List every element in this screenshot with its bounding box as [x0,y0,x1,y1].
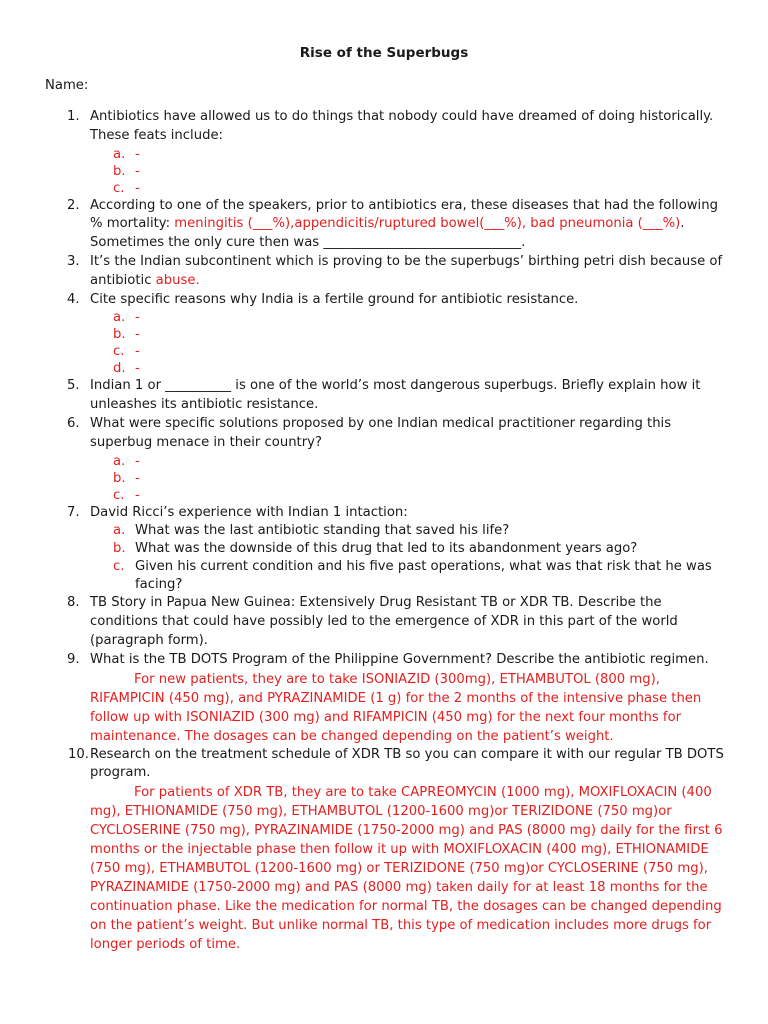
sub-item-text: - [135,344,140,360]
question-9 [0,651,768,670]
sub-item-text: - [135,180,140,196]
question-text: Cite specific reasons why India is a fertile ground for antibiotic resistance. [90,291,579,307]
question-number: 10. [68,746,89,762]
sub-question [0,540,768,558]
sub-item-letter: c. [113,344,125,360]
question-list [0,108,768,954]
question-7 [0,504,768,523]
sub-item-text: - [135,310,140,326]
question-8 [0,594,768,650]
sub-item-text: - [135,453,140,469]
sub-item-letter: a. [113,453,126,469]
question-5 [0,377,768,415]
question-text: David Ricci’s experience with Indian 1 intaction: [90,504,408,520]
sub-question-text: What was the downside of this drug that led to its abandonment years ago? [135,541,638,557]
question-number: 3. [67,253,80,269]
sub-question-text: Given his current condition and his five past operations, what was that risk that he was facing? [135,559,712,593]
sub-item-text: - [135,163,140,179]
question-number: 9. [67,651,80,667]
question-number: 5. [67,378,80,394]
question-text: According to one of the speakers, prior to antibiotics era, these diseases that had the following % mortality: [90,197,718,232]
question-text: Antibiotics have allowed us to do things that nobody could have dreamed of doing historically. These feats include: [90,109,714,143]
sub-item [0,309,768,326]
sub-item-letter: b. [113,327,126,343]
question-10 [0,746,768,784]
sub-item [0,163,768,180]
sub-question [0,522,768,540]
sub-item [0,360,768,377]
sub-item-letter: b. [113,163,126,179]
question-text-tail: . Sometimes the only cure then was ______________________________. [90,216,685,251]
sub-item-letter: a. [113,146,126,162]
sub-item [0,470,768,487]
document-title: Rise of the Superbugs [299,45,469,61]
answer-inline: abuse. [155,272,200,288]
sub-question-text: What was the last antibiotic standing that saved his life? [135,523,510,539]
question-number: 7. [67,504,80,520]
question-number: 6. [67,415,80,431]
question-number: 2. [67,197,80,213]
question-text: Indian 1 or __________ is one of the world’s most dangerous superbugs. Briefly explain how it unleashes its antibiotic resistance. [90,378,701,413]
sub-item-text: - [135,146,140,162]
sub-item-text: - [135,361,140,377]
sub-item-letter: c. [113,559,125,575]
sub-item-letter: a. [113,310,126,326]
sub-item [0,180,768,197]
sub-item-text: - [135,487,140,503]
sub-item [0,487,768,504]
question-text: TB Story in Papua New Guinea: Extensively Drug Resistant TB or XDR TB. Describe the conditions that could have possibly led to the emergence of XDR in this part of the world (paragraph form). [90,595,678,648]
sub-item-letter: a. [113,523,126,539]
sub-item [0,453,768,470]
sub-item [0,146,768,163]
answer-paragraph: For new patients, they are to take ISONIAZID (300mg), ETHAMBUTOL (800 mg), RIFAMPICIN (450 mg), and PYRAZINAMIDE (1 g) for the 2 months of the intensive phase then follow up with ISONIAZID (300 mg) and RIFAMPICIN (450 mg) for the next four months for maintenance. The dosages can be changed depending on the patient’s weight. [90,671,702,744]
question-number: 4. [67,291,80,307]
question-3 [0,253,768,291]
sub-item-text: - [135,327,140,343]
question-1 [0,108,768,146]
answer-paragraph: For patients of XDR TB, they are to take CAPREOMYCIN (1000 mg), MOXIFLOXACIN (400 mg), ETHIONAMIDE (750 mg), ETHAMBUTOL (1200-1600 mg)or TERIZIDONE (750 mg)or CYCLOSERINE (750 mg), PYRAZINAMIDE (1750-2000 mg) and PAS (8000 mg) daily for the first 6 months or the injectable phase then follow it up with MOXIFLOXACIN (400 mg), ETHIONAMIDE (750 mg), ETHAMBUTOL (1200-1600 mg) or TERIZIDONE (750 mg)or CYCLOSERINE (750 mg), PYRAZINAMIDE (1750-2000 mg) and PAS (8000 mg) taken daily for at least 18 months for the continuation phase. Like the medication for normal TB, the dosages can be changed depending on the patient’s weight. But unlike normal TB, this type of medication includes more drugs for longer periods of time. [90,785,723,953]
name-label: Name: [45,78,89,93]
sub-item [0,343,768,360]
question-text: Research on the treatment schedule of XDR TB so you can compare it with our regular TB DOTS program. [90,746,724,781]
answer-inline: meningitis (___%),appendicitis/ruptured bowel(___%), bad pneumonia (___%) [174,216,681,232]
question-text: It’s the Indian subcontinent which is proving to be the superbugs’ birthing petri dish because of antibiotic [90,253,723,288]
question-2 [0,197,768,253]
sub-item-letter: b. [113,470,126,486]
sub-item-text: - [135,470,140,486]
question-text: What is the TB DOTS Program of the Philippine Government? Describe the antibiotic regimen. [90,651,709,667]
question-number: 8. [67,595,80,611]
question-6 [0,415,768,453]
sub-item [0,326,768,343]
question-number: 1. [67,109,80,124]
question-text: What were specific solutions proposed by one Indian medical practitioner regarding this superbug menace in their country? [90,415,672,450]
question-4 [0,291,768,310]
sub-question [0,558,768,594]
sub-item-letter: d. [113,361,126,377]
sub-item-letter: c. [113,180,125,196]
sub-item-letter: b. [113,541,126,557]
sub-item-letter: c. [113,487,125,503]
